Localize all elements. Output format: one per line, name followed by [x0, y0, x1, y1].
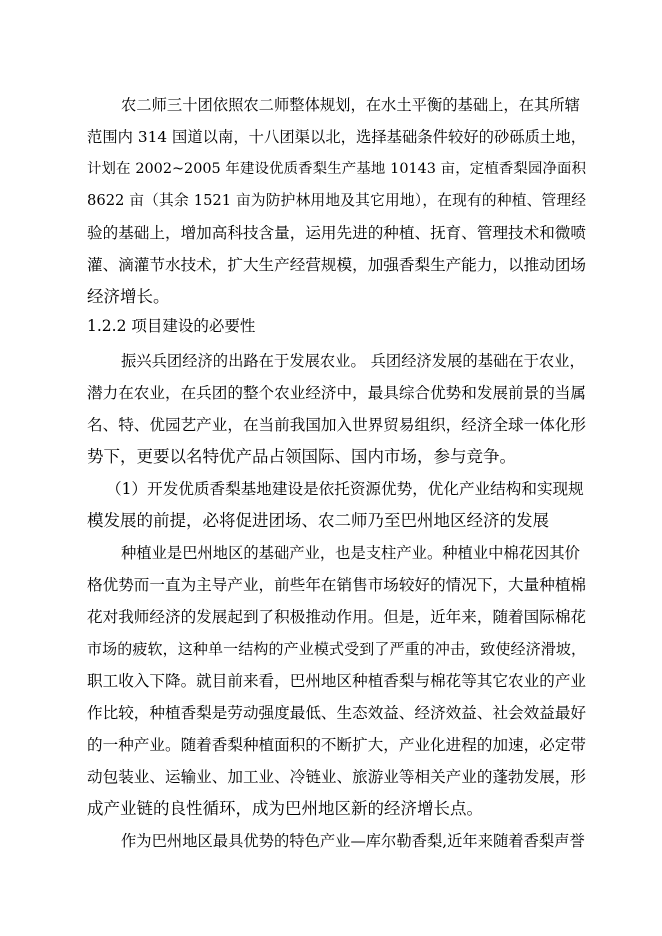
paragraph-3-line-6: 作比较，种植香梨是劳动强度最低、生态效益、经济效益、社会效益最好	[87, 704, 587, 722]
paragraph-1-line-5: 验的基础上，增加高科技含量，运用先进的种植、抚育、管理技术和微喷	[87, 224, 587, 242]
paragraph-2-line-4: 势下，更要以名特优产品占领国际、国内市场，参与竞争。	[87, 447, 516, 466]
paragraph-1-line-4: 8622 亩（其余 1521 亩为防护林用地及其它用地），在现有的种植、管理经	[87, 192, 586, 209]
paragraph-1-line-1: 农二师三十团依照农二师整体规划，在水土平衡的基础上，在其所辖	[121, 96, 580, 114]
paragraph-2-line-1: 振兴兵团经济的出路在于发展农业。 兵团经济发展的基础在于农业，	[121, 352, 585, 370]
subheading-1-line-1: （1）开发优质香梨基地建设是依托资源优势，优化产业结构和实现规	[106, 480, 584, 498]
paragraph-4-line-1: 作为巴州地区最具优势的特色产业—库尔勒香梨,近年来随着香梨声誉	[121, 832, 585, 850]
subheading-1-line-2: 模发展的前提，必将促进团场、农二师乃至巴州地区经济的发展	[87, 511, 549, 530]
paragraph-1-line-6: 灌、滴灌节水技术，扩大生产经营规模，加强香梨生产能力，以推动团场	[87, 256, 587, 274]
paragraph-3-line-9: 成产业链的良性循环，成为巴州地区新的经济增长点。	[87, 799, 483, 818]
paragraph-3-line-5: 职工收入下降。就目前来看，巴州地区种植香梨与棉花等其它农业的产业	[87, 672, 587, 690]
paragraph-3-line-3: 花对我师经济的发展起到了积极推动作用。但是，近年来，随着国际棉花	[87, 608, 587, 626]
paragraph-1-line-7: 经济增长。	[87, 287, 170, 306]
paragraph-3-line-7: 的一种产业。随着香梨种植面积的不断扩大，产业化进程的加速，必定带	[87, 736, 587, 754]
paragraph-2-line-3: 名、特、优园艺产业，在当前我国加入世界贸易组织，经济全球一体化形	[87, 416, 587, 434]
section-heading: 1.2.2 项目建设的必要性	[87, 317, 256, 335]
paragraph-3-line-1: 种植业是巴州地区的基础产业，也是支柱产业。种植业中棉花因其价	[121, 544, 580, 562]
paragraph-3-line-8: 动包装业、运输业、加工业、冷链业、旅游业等相关产业的蓬勃发展，形	[87, 768, 587, 786]
paragraph-3-line-4: 市场的疲软，这种单一结构的产业模式受到了严重的冲击，致使经济滑坡，	[87, 640, 586, 658]
paragraph-1-line-3: 计划在 2002~2005 年建设优质香梨生产基地 10143 亩，定植香梨园净面积	[87, 161, 586, 177]
paragraph-1-line-2: 范围内 314 国道以南，十八团渠以北，选择基础条件较好的砂砾质土地，	[87, 128, 586, 146]
paragraph-3-line-2: 格优势而一直为主导产业，前些年在销售市场较好的情况下，大量种植棉	[87, 576, 587, 594]
paragraph-2-line-2: 潜力在农业，在兵团的整个农业经济中，最具综合优势和发展前景的当属	[87, 384, 587, 402]
